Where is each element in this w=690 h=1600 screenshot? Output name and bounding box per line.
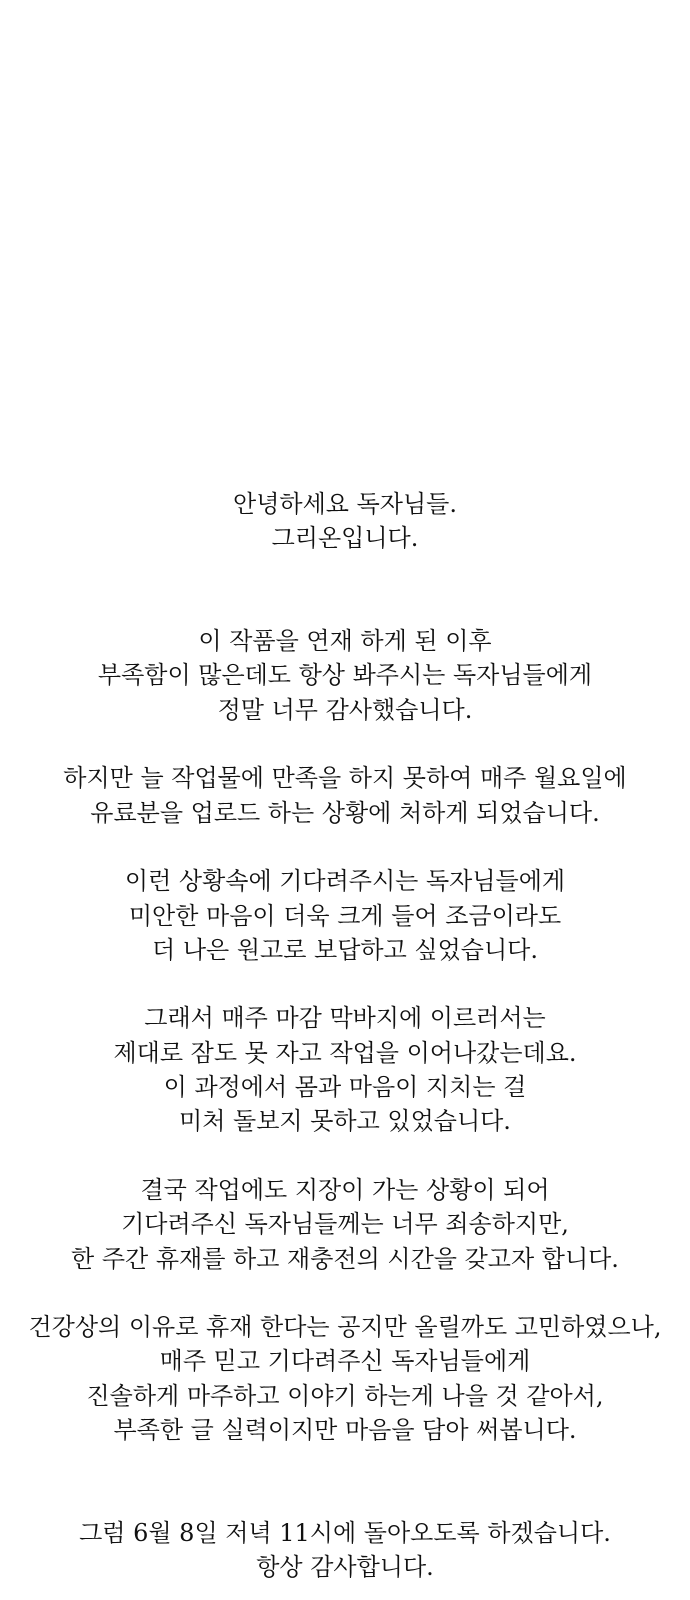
text-line: 건강상의 이유로 휴재 한다는 공지만 올릴까도 고민하였으나, [28,1313,662,1342]
text-line: 기다려주신 독자님들께는 너무 죄송하지만, [121,1210,569,1239]
text-line: 미처 돌보지 못하고 있었습니다. [179,1107,511,1136]
text-line: 정말 너무 감사했습니다. [217,695,473,724]
text-line: 부족함이 많은데도 항상 봐주시는 독자님들에게 [97,661,593,690]
paragraph-exhaustion [0,1001,690,1138]
text-line: 그래서 매주 마감 막바지에 이르러서는 [144,1004,546,1033]
text-line: 결국 작업에도 지장이 가는 상황이 되어 [140,1175,550,1204]
paragraph-thanks [0,624,690,727]
paragraph-honest-message [0,1310,690,1447]
closing-block [0,1516,690,1585]
paragraph-hiatus-announcement [0,1173,690,1276]
text-line: 한 주간 휴재를 하고 재충전의 시간을 갖고자 합니다. [71,1244,619,1273]
text-line: 하지만 늘 작업물에 만족을 하지 못하여 매주 월요일에 [63,764,627,793]
greeting-block [0,487,690,556]
text-line: 제대로 잠도 못 자고 작업을 이어나갔는데요. [113,1038,577,1067]
author-intro-line: 그리온입니다. [271,524,419,553]
text-line: 이 작품을 연재 하게 된 이후 [198,627,492,656]
hiatus-notice [0,487,690,1585]
text-line: 미안한 마음이 더욱 크게 들어 조금이라도 [128,901,562,930]
return-date-line: 그럼 6월 8일 저녁 11시에 돌아오도록 하겠습니다. [79,1518,611,1547]
text-line: 매주 믿고 기다려주신 독자님들에게 [159,1347,531,1376]
text-line: 유료분을 업로드 하는 상황에 처하게 되었습니다. [90,798,600,827]
text-line: 이런 상황속에 기다려주시는 독자님들에게 [124,867,566,896]
text-line: 이 과정에서 몸과 마음이 지치는 걸 [163,1073,527,1102]
text-line: 진솔하게 마주하고 이야기 하는게 나을 것 같아서, [86,1381,604,1410]
text-line: 더 나은 원고로 보답하고 싶었습니다. [152,935,538,964]
thanks-line: 항상 감사합니다. [256,1553,434,1582]
paragraph-apology [0,864,690,967]
paragraph-upload-situation [0,761,690,830]
text-line: 부족한 글 실력이지만 마음을 담아 써봅니다. [113,1416,577,1445]
greeting-line: 안녕하세요 독자님들. [233,490,457,518]
